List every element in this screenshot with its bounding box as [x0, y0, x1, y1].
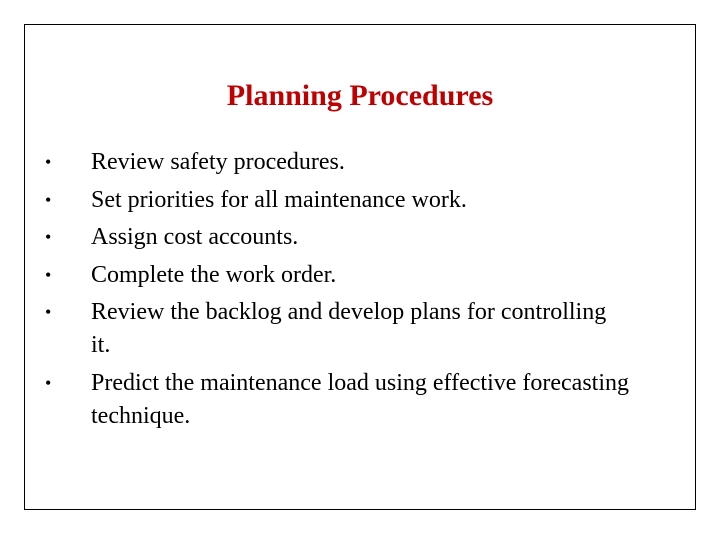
bullet-marker: • — [45, 189, 52, 210]
bullet-text: Complete the work order. — [91, 261, 337, 288]
list-item — [0, 296, 631, 362]
bullet-text: Review the backlog and develop plans for controlling it. — [91, 299, 607, 358]
bullet-list — [0, 146, 720, 437]
bullet-marker: • — [45, 302, 52, 322]
bullet-text: Set priorities for all maintenance work. — [91, 186, 467, 213]
list-item — [0, 184, 631, 217]
bullet-marker: • — [45, 227, 52, 247]
bullet-marker: • — [45, 264, 52, 285]
bullet-marker: • — [45, 372, 52, 393]
bullet-marker: • — [45, 152, 52, 172]
slide-title — [0, 78, 720, 114]
bullet-text: Predict the maintenance load using effective forecasting technique. — [91, 369, 630, 429]
slide-title-text: Planning Procedures — [226, 79, 494, 112]
list-item — [0, 146, 631, 179]
bullet-text: Review safety procedures. — [91, 149, 345, 175]
list-item — [0, 221, 631, 254]
list-item — [0, 259, 631, 292]
bullet-text: Assign cost accounts. — [91, 224, 299, 250]
list-item — [0, 367, 631, 433]
